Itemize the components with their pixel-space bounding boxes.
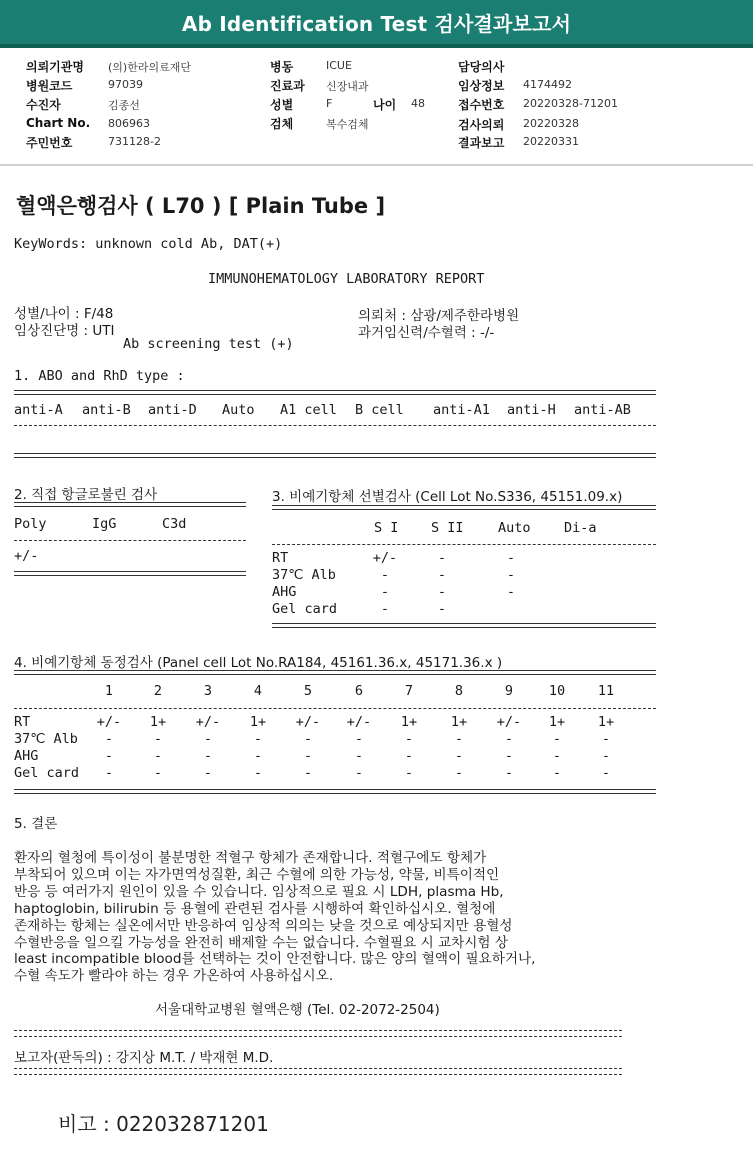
panel-cell: - — [253, 765, 263, 781]
panel-cell: - — [504, 748, 514, 764]
divider — [14, 540, 246, 541]
screen-cell: - — [506, 550, 516, 566]
dat-col-c3d: C3d — [162, 516, 187, 532]
dat-col-igg: IgG — [92, 516, 117, 532]
panel-cell: - — [454, 731, 464, 747]
sex-age-line: 성별/나이 : F/48 — [14, 306, 114, 322]
panel-cell: - — [104, 765, 114, 781]
info-value-patient: 김종선 — [108, 99, 140, 112]
panel-cell: - — [404, 731, 414, 747]
panel-cell: +/- — [195, 714, 221, 730]
panel-cell: - — [552, 748, 562, 764]
divider — [14, 789, 656, 794]
panel-cell: - — [354, 748, 364, 764]
divider — [14, 708, 656, 709]
panel-cell: - — [153, 765, 163, 781]
panel-cell: 1+ — [450, 714, 468, 730]
panel-cell: - — [203, 748, 213, 764]
abo-col-b-cell: B cell — [355, 402, 404, 418]
panel-row-label: RT — [14, 714, 31, 730]
divider — [14, 453, 656, 458]
panel-cell: - — [303, 765, 313, 781]
divider — [272, 544, 656, 545]
info-value-resident-no: 731128-2 — [108, 135, 161, 148]
panel-col-1: 1 — [104, 683, 114, 699]
panel-col-2: 2 — [153, 683, 163, 699]
divider — [272, 623, 656, 628]
info-label-hospital-code: 병원코드 — [26, 79, 73, 93]
conclusion-line: 반응 등 여러가지 원인이 있을 수 있습니다. 임상적으로 필요 시 LDH, plasma Hb, — [14, 883, 504, 900]
info-label-specimen: 검체 — [270, 117, 294, 131]
info-value-ward: ICUE — [326, 59, 352, 72]
info-value-requester: (의)한라의료재단 — [108, 61, 191, 74]
divider — [14, 502, 246, 507]
screen-cell: +/- — [372, 550, 398, 566]
report-document-title: 혈액은행검사 ( L70 ) [ Plain Tube ] — [16, 194, 386, 218]
divider — [14, 670, 656, 675]
panel-col-7: 7 — [404, 683, 414, 699]
divider — [14, 425, 656, 426]
panel-cell: - — [354, 731, 364, 747]
panel-cell: - — [303, 748, 313, 764]
info-value-hospital-code: 97039 — [108, 78, 143, 91]
screen-cell: - — [506, 584, 516, 600]
conclusion-text — [14, 850, 734, 985]
panel-cell: 1+ — [548, 714, 566, 730]
panel-row-label: Gel card — [14, 765, 80, 781]
abo-col-anti-d: anti-D — [148, 402, 197, 418]
panel-cell: - — [153, 748, 163, 764]
info-label-receipt-no: 접수번호 — [458, 98, 505, 112]
screen-col-s2: S II — [431, 520, 464, 536]
screen-row-label: AHG — [272, 584, 297, 600]
panel-col-11: 11 — [597, 683, 615, 699]
conclusion-line: 수혈 속도가 빨라야 하는 경우 가온하여 사용하십시오. — [14, 968, 334, 985]
panel-cell: - — [303, 731, 313, 747]
panel-cell: 1+ — [149, 714, 167, 730]
screen-cell: - — [437, 601, 447, 617]
abo-col-anti-h: anti-H — [507, 402, 556, 418]
hospital-contact: 서울대학교병원 혈액은행 (Tel. 02-2072-2504) — [155, 1002, 440, 1018]
info-value-department: 신장내과 — [326, 80, 369, 93]
screen-cell: - — [437, 584, 447, 600]
conclusion-line: 환자의 혈청에 특이성이 불분명한 적혈구 항체가 존재합니다. 적혈구에도 항체가 — [14, 850, 487, 866]
info-value-age: 48 — [411, 97, 425, 110]
panel-cell: +/- — [346, 714, 372, 730]
info-label-ward: 병동 — [270, 60, 294, 74]
screen-cell: - — [437, 567, 447, 583]
screen-row-label: 37℃ Alb — [272, 567, 336, 583]
panel-col-10: 10 — [548, 683, 566, 699]
info-value-receipt-no: 20220328-71201 — [523, 97, 618, 110]
panel-cell: - — [404, 748, 414, 764]
info-value-specimen: 복수검체 — [326, 118, 369, 131]
conclusion-line: 수혈반응을 일으킬 가능성을 완전히 배제할 수는 없습니다. 수혈필요 시 교차시험 상 — [14, 934, 509, 951]
panel-cell: - — [253, 731, 263, 747]
screen-col-s1: S I — [374, 520, 399, 536]
report-title-bar — [0, 0, 753, 48]
info-label-clinical-info: 임상정보 — [458, 79, 505, 93]
divider — [14, 1030, 622, 1031]
conclusion-line: 부착되어 있으며 이는 자가면역성질환, 최근 수혈에 의한 가능성, 약물, 비특이적인 — [14, 866, 500, 883]
panel-cell: 1+ — [249, 714, 267, 730]
lab-report-title: IMMUNOHEMATOLOGY LABORATORY REPORT — [208, 271, 485, 287]
dat-value-poly: +/- — [14, 548, 39, 564]
divider — [14, 390, 656, 395]
panel-cell: - — [552, 731, 562, 747]
panel-cell: - — [104, 731, 114, 747]
info-label-sex: 성별 — [270, 98, 294, 112]
diagnosis-line: 임상진단명 : UTI — [14, 323, 115, 339]
keywords-line: KeyWords: unknown cold Ab, DAT(+) — [14, 236, 283, 252]
screen-row-label: Gel card — [272, 601, 338, 617]
screen-cell: - — [380, 567, 390, 583]
screen-cell: - — [437, 550, 447, 566]
info-value-clinical-info: 4174492 — [523, 78, 572, 91]
panel-cell: - — [504, 731, 514, 747]
info-value-chart-no: 806963 — [108, 117, 150, 130]
panel-row-label: 37℃ Alb — [14, 731, 78, 747]
panel-col-9: 9 — [504, 683, 514, 699]
transfusion-history-line: 과거임신력/수혈력 : -/- — [358, 325, 495, 341]
info-label-resident-no: 주민번호 — [26, 136, 73, 150]
report-header-title: Ab Identification Test 검사결과보고서 — [181, 11, 572, 36]
panel-col-4: 4 — [253, 683, 263, 699]
conclusion-line: 존재하는 항체는 실온에서만 반응하여 임상적 의의는 낮을 것으로 예상되지만 용혈성 — [14, 917, 513, 934]
panel-row-label: AHG — [14, 748, 39, 764]
info-label-patient: 수진자 — [26, 98, 61, 112]
info-value-sex: F — [326, 97, 333, 110]
abo-col-anti-b: anti-B — [82, 402, 131, 418]
panel-cell: - — [601, 748, 611, 764]
panel-cell: - — [104, 748, 114, 764]
panel-cell: 1+ — [597, 714, 615, 730]
panel-col-3: 3 — [203, 683, 213, 699]
abo-col-anti-ab: anti-AB — [574, 402, 631, 418]
diagnosis-detail: Ab screening test (+) — [123, 336, 294, 352]
panel-cell: - — [253, 748, 263, 764]
divider — [272, 505, 656, 510]
panel-cell: 1+ — [400, 714, 418, 730]
panel-cell: - — [601, 731, 611, 747]
remark-line: 비고 : 022032871201 — [58, 1112, 269, 1136]
panel-col-8: 8 — [454, 683, 464, 699]
panel-cell: - — [354, 765, 364, 781]
conclusion-line: least incompatible blood를 선택하는 것이 안전합니다. 많은 양의 혈액이 필요하거나, — [14, 951, 536, 968]
screen-cell: - — [380, 601, 390, 617]
requester-line: 의뢰처 : 삼광/제주한라병원 — [358, 308, 520, 324]
panel-cell: - — [454, 748, 464, 764]
info-value-report-date: 20220331 — [523, 135, 579, 148]
section-4-title: 4. 비예기항체 동정검사 (Panel cell Lot No.RA184, 45161.36.x, 45171.36.x ) — [14, 655, 503, 671]
panel-cell: - — [153, 731, 163, 747]
info-value-request-date: 20220328 — [523, 117, 579, 130]
panel-cell: - — [552, 765, 562, 781]
abo-col-anti-a: anti-A — [14, 402, 63, 418]
screen-cell: - — [380, 584, 390, 600]
divider — [14, 1036, 622, 1037]
panel-col-6: 6 — [354, 683, 364, 699]
divider — [14, 571, 246, 576]
abo-col-a1-cell: A1 cell — [280, 402, 337, 418]
section-2-title: 2. 직접 항글로불린 검사 — [14, 487, 158, 503]
info-label-requester: 의뢰기관명 — [26, 60, 84, 74]
report-document — [0, 168, 753, 1163]
panel-cell: +/- — [496, 714, 522, 730]
info-label-chart-no: Chart No. — [26, 116, 91, 130]
panel-cell: - — [203, 731, 213, 747]
abo-col-anti-a1: anti-A1 — [433, 402, 490, 418]
panel-cell: - — [601, 765, 611, 781]
info-label-request-date: 검사의뢰 — [458, 118, 505, 132]
panel-cell: - — [404, 765, 414, 781]
panel-cell: - — [454, 765, 464, 781]
conclusion-line: haptoglobin, bilirubin 등 용혈에 관련된 검사를 시행하여 확인하십시오. 혈청에 — [14, 900, 496, 917]
info-label-doctor: 담당의사 — [458, 60, 505, 74]
section-1-title: 1. ABO and RhD type : — [14, 368, 185, 384]
info-label-report-date: 결과보고 — [458, 136, 505, 150]
screen-col-di-a: Di-a — [564, 520, 597, 536]
divider — [14, 1068, 622, 1069]
section-3-title: 3. 비예기항체 선별검사 (Cell Lot No.S336, 45151.09.x) — [272, 489, 623, 505]
panel-col-5: 5 — [303, 683, 313, 699]
section-5-title: 5. 결론 — [14, 816, 58, 832]
screen-col-auto: Auto — [498, 520, 531, 536]
screen-cell: - — [506, 567, 516, 583]
panel-cell: - — [504, 765, 514, 781]
reporter-line: 보고자(판독의) : 강지상 M.T. / 박재현 M.D. — [14, 1050, 274, 1066]
patient-info-panel — [0, 48, 753, 166]
info-label-age: 나이 — [373, 98, 397, 112]
info-label-department: 진료과 — [270, 79, 305, 93]
divider — [14, 1074, 622, 1075]
panel-cell: - — [203, 765, 213, 781]
panel-cell: +/- — [295, 714, 321, 730]
dat-col-poly: Poly — [14, 516, 47, 532]
panel-cell: +/- — [96, 714, 122, 730]
screen-row-label: RT — [272, 550, 289, 566]
abo-col-auto: Auto — [222, 402, 255, 418]
